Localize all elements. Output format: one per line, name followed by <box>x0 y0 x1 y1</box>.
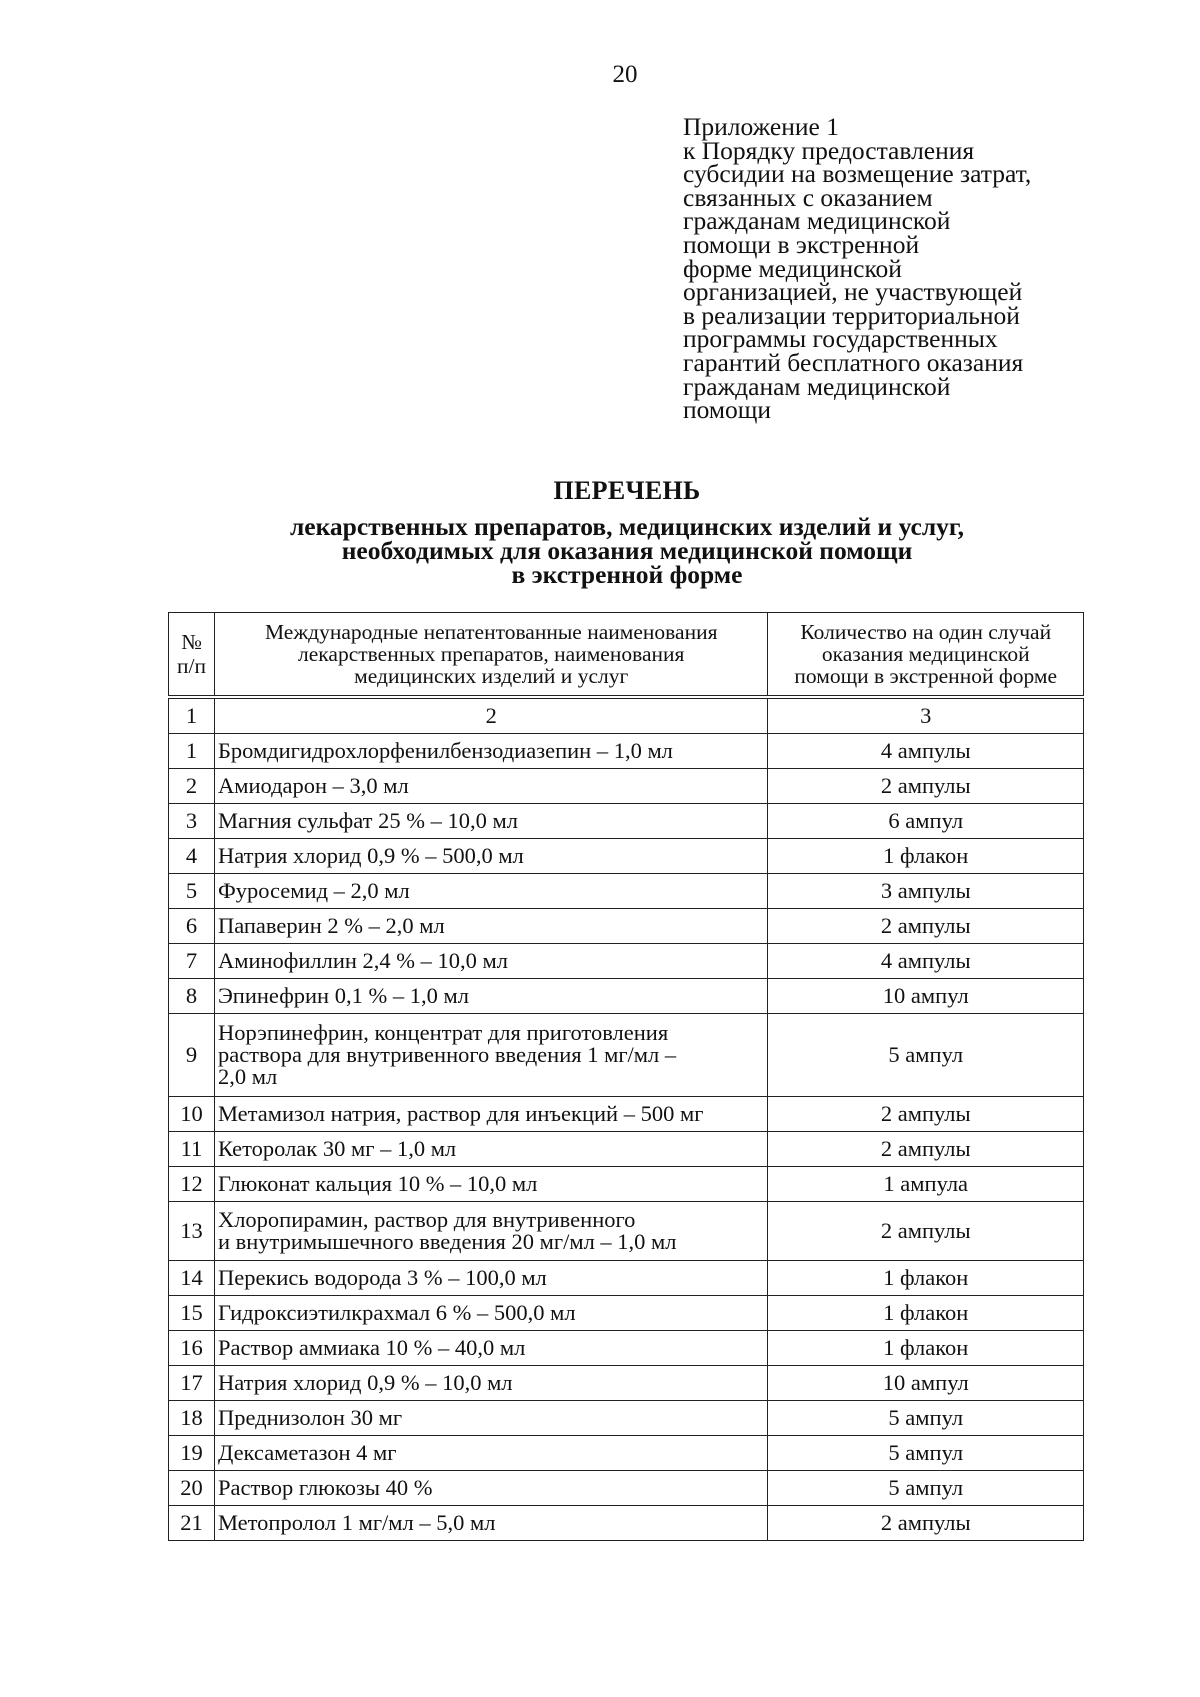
row-item-name: Раствор аммиака 10 % – 40,0 мл <box>214 1331 768 1366</box>
table-row <box>169 1401 1084 1436</box>
row-quantity: 2 ампулы <box>768 1202 1084 1261</box>
document-subtitle <box>0 512 1200 589</box>
table-header-row <box>169 613 1084 698</box>
header-name: Международные непатентованные наименования лекарственных препаратов, наименования медицинских изделий и услуг <box>214 613 768 698</box>
appendix-line: гражданам медицинской <box>683 371 951 401</box>
subtitle-line: необходимых для оказания медицинской помощи <box>341 536 913 565</box>
page-number: 20 <box>612 61 638 88</box>
row-quantity: 3 ампулы <box>768 874 1084 909</box>
row-number: 8 <box>169 979 215 1014</box>
row-number: 12 <box>169 1167 215 1202</box>
row-item-name: Фуросемид – 2,0 мл <box>214 874 768 909</box>
table-row <box>169 1506 1084 1541</box>
row-quantity: 5 ампул <box>768 1471 1084 1506</box>
subtitle-line: в экстренной форме <box>511 560 743 589</box>
table-row <box>169 1436 1084 1471</box>
row-item-name-line: Хлоропирамин, раствор для внутривенного <box>217 1207 636 1232</box>
row-number: 2 <box>169 769 215 804</box>
row-quantity: 4 ампулы <box>768 944 1084 979</box>
row-item-name: Папаверин 2 % – 2,0 мл <box>214 909 768 944</box>
row-item-name: Метопролол 1 мг/мл – 5,0 мл <box>214 1506 768 1541</box>
appendix-note <box>683 112 1103 425</box>
table-row <box>169 769 1084 804</box>
table-row <box>169 1167 1084 1202</box>
row-item-name <box>214 1014 768 1097</box>
appendix-line: Приложение 1 <box>683 112 839 141</box>
row-number: 19 <box>169 1436 215 1471</box>
row-quantity: 1 флакон <box>768 1331 1084 1366</box>
row-number: 13 <box>169 1202 215 1261</box>
row-number: 3 <box>169 804 215 839</box>
table-row <box>169 1366 1084 1401</box>
table-row <box>169 979 1084 1014</box>
table-row <box>169 944 1084 979</box>
row-item-name-line: раствора для внутривенного введения 1 мг/мл – <box>217 1042 677 1067</box>
appendix-line: субсидии на возмещение затрат, <box>683 159 1032 189</box>
row-quantity: 5 ампул <box>768 1401 1084 1436</box>
appendix-line: гражданам медицинской <box>683 206 951 236</box>
row-quantity: 1 флакон <box>768 839 1084 874</box>
row-number: 21 <box>169 1506 215 1541</box>
row-number: 14 <box>169 1261 215 1296</box>
appendix-line: к Порядку предоставления <box>683 135 975 165</box>
row-item-name: Натрия хлорид 0,9 % – 500,0 мл <box>214 839 768 874</box>
column-number: 3 <box>768 697 1084 734</box>
row-quantity: 5 ампул <box>768 1014 1084 1097</box>
row-number: 18 <box>169 1401 215 1436</box>
row-item-name-line: Норэпинефрин, концентрат для приготовления <box>217 1020 669 1045</box>
row-item-name: Дексаметазон 4 мг <box>214 1436 768 1471</box>
row-quantity: 5 ампул <box>768 1436 1084 1471</box>
row-quantity: 1 флакон <box>768 1261 1084 1296</box>
row-quantity: 2 ампулы <box>768 909 1084 944</box>
row-item-name: Преднизолон 30 мг <box>214 1401 768 1436</box>
table-row <box>169 1331 1084 1366</box>
row-item-name-line: и внутримышечного введения 20 мг/мл – 1,0 мл <box>217 1229 677 1254</box>
row-item-name: Метамизол натрия, раствор для инъекций – 500 мг <box>214 1097 768 1132</box>
row-quantity: 1 ампула <box>768 1167 1084 1202</box>
table-row <box>169 839 1084 874</box>
column-number: 1 <box>169 697 215 734</box>
table-row <box>169 1014 1084 1097</box>
appendix-line: гарантий бесплатного оказания <box>683 347 1024 377</box>
row-quantity: 10 ампул <box>768 979 1084 1014</box>
appendix-line: программы государственных <box>683 324 998 354</box>
row-item-name: Кеторолак 30 мг – 1,0 мл <box>214 1132 768 1167</box>
row-quantity: 2 ампулы <box>768 1506 1084 1541</box>
row-quantity: 6 ампул <box>768 804 1084 839</box>
column-number-row <box>169 697 1084 734</box>
table-row <box>169 1296 1084 1331</box>
row-quantity: 10 ампул <box>768 1366 1084 1401</box>
row-quantity: 2 ампулы <box>768 1097 1084 1132</box>
row-item-name-line: 2,0 мл <box>217 1064 278 1089</box>
table-row <box>169 734 1084 769</box>
appendix-line: форме медицинской <box>683 253 902 283</box>
row-number: 20 <box>169 1471 215 1506</box>
header-quantity: Количество на один случай оказания медицинской помощи в экстренной форме <box>768 613 1084 698</box>
row-number: 15 <box>169 1296 215 1331</box>
row-item-name: Эпинефрин 0,1 % – 1,0 мл <box>214 979 768 1014</box>
appendix-line: помощи в экстренной <box>683 229 920 259</box>
table-row <box>169 1261 1084 1296</box>
items-table <box>168 612 1084 1541</box>
row-number: 11 <box>169 1132 215 1167</box>
row-number: 10 <box>169 1097 215 1132</box>
subtitle-line: лекарственных препаратов, медицинских изделий и услуг, <box>289 512 965 541</box>
row-item-name: Гидроксиэтилкрахмал 6 % – 500,0 мл <box>214 1296 768 1331</box>
row-item-name: Глюконат кальция 10 % – 10,0 мл <box>214 1167 768 1202</box>
row-item-name: Амиодарон – 3,0 мл <box>214 769 768 804</box>
row-number: 17 <box>169 1366 215 1401</box>
row-quantity: 1 флакон <box>768 1296 1084 1331</box>
row-quantity: 4 ампулы <box>768 734 1084 769</box>
table-row <box>169 874 1084 909</box>
appendix-line: связанных с оказанием <box>683 182 933 212</box>
header-number: № п/п <box>169 613 215 698</box>
table-row <box>169 1202 1084 1261</box>
table-row <box>169 1132 1084 1167</box>
appendix-line: в реализации территориальной <box>683 300 1020 330</box>
table-row <box>169 1471 1084 1506</box>
row-number: 16 <box>169 1331 215 1366</box>
table-row <box>169 804 1084 839</box>
table-row <box>169 1097 1084 1132</box>
column-number: 2 <box>214 697 768 734</box>
row-number: 9 <box>169 1014 215 1097</box>
appendix-line: помощи <box>683 395 772 425</box>
row-number: 7 <box>169 944 215 979</box>
row-number: 4 <box>169 839 215 874</box>
row-number: 1 <box>169 734 215 769</box>
row-item-name <box>214 1202 768 1261</box>
document-title: ПЕРЕЧЕНЬ <box>553 476 701 505</box>
row-quantity: 2 ампулы <box>768 1132 1084 1167</box>
row-item-name: Натрия хлорид 0,9 % – 10,0 мл <box>214 1366 768 1401</box>
row-quantity: 2 ампулы <box>768 769 1084 804</box>
table-row <box>169 909 1084 944</box>
row-item-name: Аминофиллин 2,4 % – 10,0 мл <box>214 944 768 979</box>
row-number: 6 <box>169 909 215 944</box>
row-item-name: Бромдигидрохлорфенилбензодиазепин – 1,0 мл <box>214 734 768 769</box>
row-item-name: Перекись водорода 3 % – 100,0 мл <box>214 1261 768 1296</box>
appendix-line: организацией, не участвующей <box>683 277 1023 307</box>
row-number: 5 <box>169 874 215 909</box>
row-item-name: Раствор глюкозы 40 % <box>214 1471 768 1506</box>
row-item-name: Магния сульфат 25 % – 10,0 мл <box>214 804 768 839</box>
